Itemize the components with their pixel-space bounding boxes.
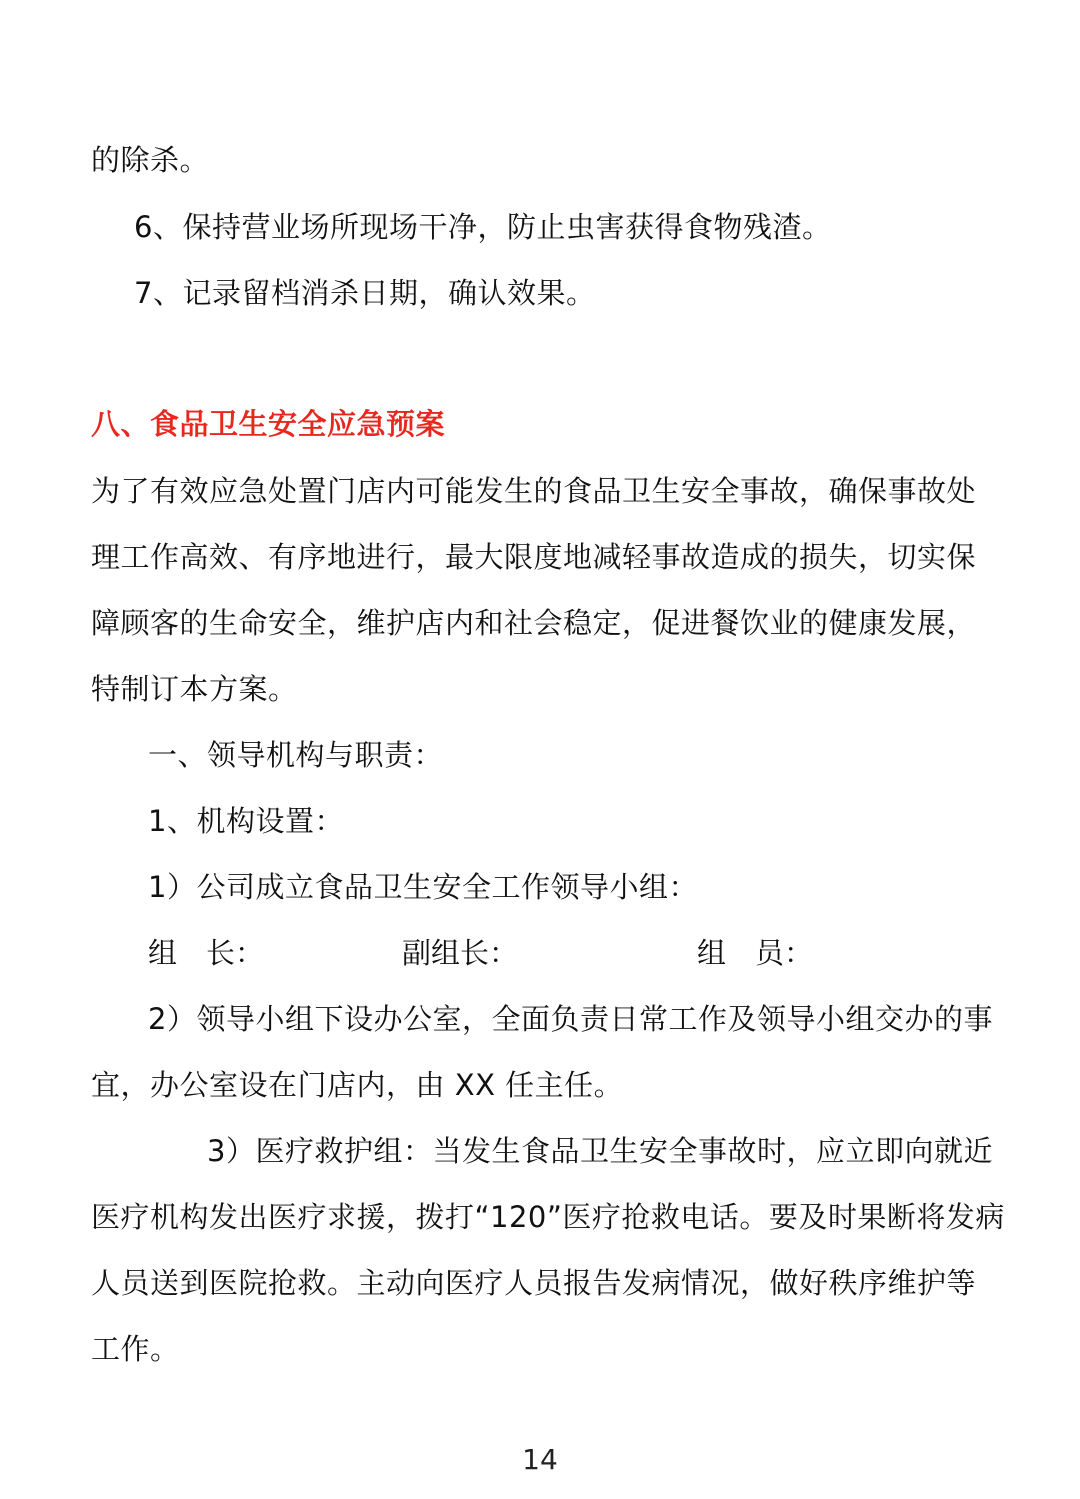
item-heading: 1、机构设置： — [148, 804, 344, 838]
paragraph-line-3: 障顾客的生命安全，维护店内和社会稳定，促进餐饮业的健康发展， — [91, 606, 977, 640]
list-item-7: 7、记录留档消杀日期，确认效果。 — [134, 276, 596, 310]
paragraph-line-1: 为了有效应急处置门店内可能发生的食品卫生安全事故，确保事故处 — [91, 474, 977, 508]
leader-label: 组 长： — [148, 936, 265, 970]
section-heading: 八、食品卫生安全应急预案 — [91, 407, 446, 441]
item-3-line-1: 3）医疗救护组：当发生食品卫生安全事故时，应立即向就近 — [207, 1134, 993, 1168]
item-1: 1）公司成立食品卫生安全工作领导小组： — [148, 870, 698, 904]
item-2-line-1: 2）领导小组下设办公室，全面负责日常工作及领导小组交办的事 — [148, 1002, 993, 1036]
member-label: 组 员： — [697, 936, 814, 970]
subsection-title: 一、领导机构与职责： — [148, 738, 444, 772]
item-3-line-4: 工作。 — [91, 1332, 180, 1366]
deputy-label: 副组长： — [402, 936, 519, 970]
item-2-line-2: 宜，办公室设在门店内，由 XX 任主任。 — [91, 1068, 624, 1102]
paragraph-line-4: 特制订本方案。 — [91, 672, 298, 706]
page-number: 14 — [522, 1443, 558, 1476]
member-roles-row — [0, 933, 1080, 973]
paragraph-line-2: 理工作高效、有序地进行，最大限度地减轻事故造成的损失，切实保 — [91, 540, 977, 574]
list-item-6: 6、保持营业场所现场干净，防止虫害获得食物残渣。 — [134, 210, 832, 244]
text-line-continuation: 的除杀。 — [91, 143, 210, 177]
item-3-line-2: 医疗机构发出医疗求援，拨打“120”医疗抢救电话。要及时果断将发病 — [91, 1200, 1005, 1234]
item-3-line-3: 人员送到医院抢救。主动向医疗人员报告发病情况，做好秩序维护等 — [91, 1266, 977, 1300]
